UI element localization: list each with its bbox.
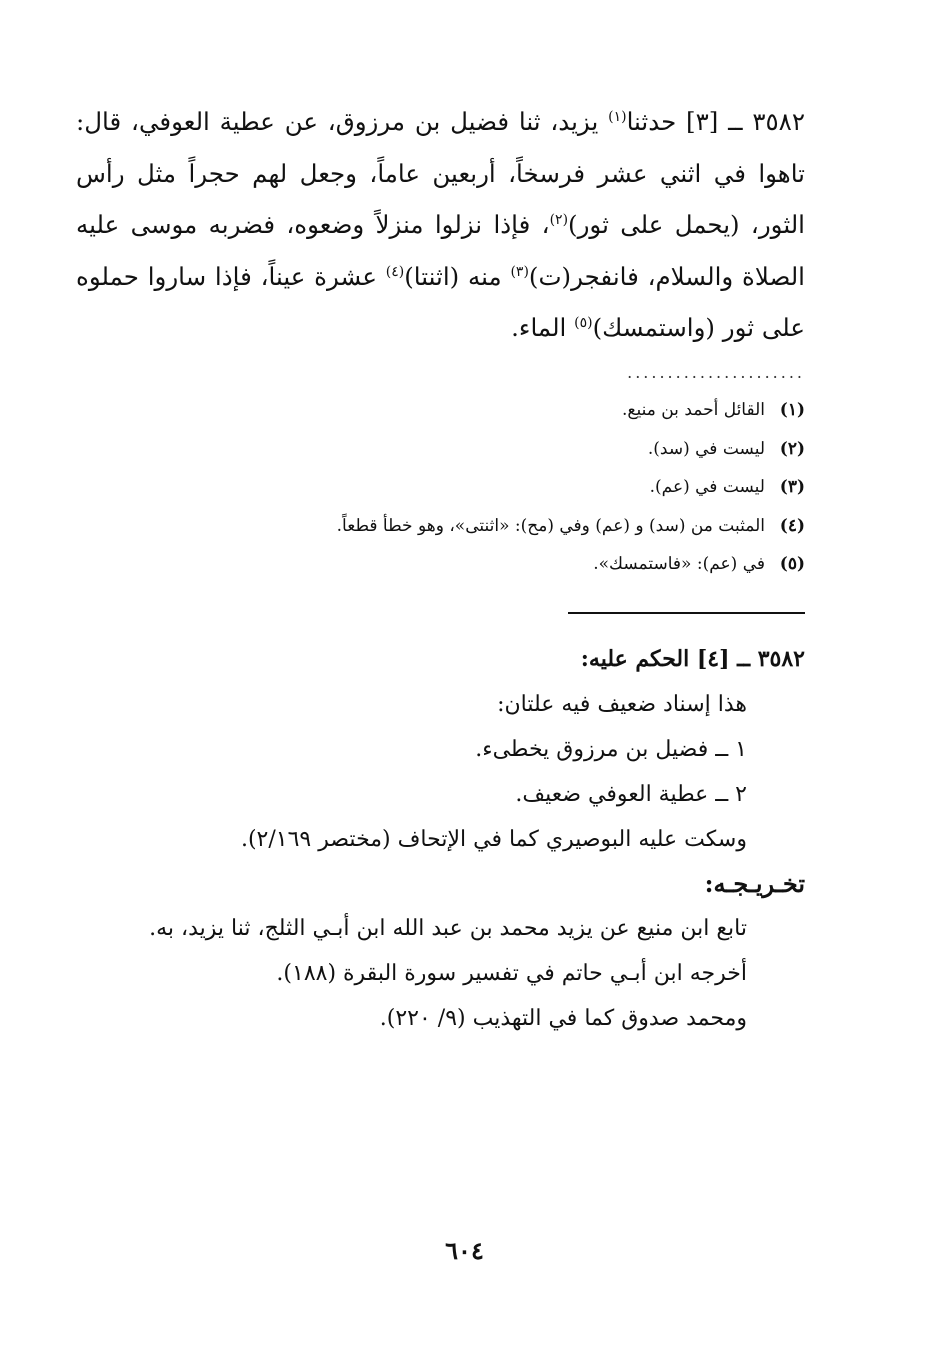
footnote [120, 510, 805, 549]
footnote-number: (٥) [779, 554, 805, 574]
footnote-ref-3: (٣) [510, 263, 529, 280]
hadith-text-part: الماء. [511, 313, 575, 342]
takhrij-line: تابع ابن منيع عن يزيد محمد بن عبد الله ابن أبـي الثلج، ثنا يزيد، به. [149, 916, 747, 941]
footnote-text: القائل أحمد بن منيع. [622, 400, 765, 420]
footnote-ref-4: (٤) [385, 263, 405, 280]
ruling-item: ١ ــ فضيل بن مرزوق يخطىء. [475, 737, 747, 762]
footnote-number: (٢) [779, 438, 805, 459]
footnote-ref-1: (١) [608, 108, 627, 125]
footnote-text: المثبت من (سد) و (عم) وفي (مح): «اثنتى»، وهو خطأ قطعاً. [336, 515, 765, 536]
page-number: ٦٠٤ [445, 1236, 484, 1265]
footnotes-list [120, 394, 805, 587]
hadith-text-part: يزيد، ثنا فضيل بن مرزوق، عن عطية العوفي، قال: تاهوا في اثني عشر فرسخاً، أربعين عاماً، وجعل لهم حجراً مثل رأس الثور، (يحمل على ثور) [76, 107, 805, 239]
section-divider [568, 612, 805, 614]
hadith-text-part: عشرة عيناً، فإذا ساروا حملوه على ثور (واستمسك) [76, 261, 805, 342]
footnote [120, 394, 805, 433]
ruling-intro: هذا إسناد ضعيف فيه علتان: [497, 692, 747, 717]
ruling-heading: ٣٥٨٢ ــ [٤] الحكم عليه: [580, 646, 805, 672]
hadith-text-part: منه (اثنتا) [404, 261, 511, 291]
footnote-number: (٤) [779, 515, 805, 536]
footnote-number: (٣) [779, 477, 805, 497]
takhrij-line: ومحمد صدوق كما في التهذيب (٩/ ٢٢٠). [379, 1006, 747, 1031]
ruling-note: وسكت عليه البوصيري كما في الإتحاف (مختصر ٢/١٦٩). [240, 827, 747, 852]
hadith-text-part: ٣٥٨٢ ــ [٣] حدثنا [626, 107, 805, 136]
footnote-ref-5: (٥) [574, 314, 593, 331]
footnote-separator: ...................... [627, 363, 805, 382]
footnote [120, 471, 805, 510]
hadith-text-part: ، فإذا نزلوا منزلاً وضعوه، فضربه موسى عليه الصلاة والسلام، فانفجر(ت) [76, 210, 805, 291]
footnote-text: ليست في (سد). [647, 438, 765, 459]
ruling-section [76, 636, 805, 1041]
footnote [120, 433, 805, 472]
footnote-text: ليست في (عم). [649, 477, 765, 497]
footnote-number: (١) [779, 400, 805, 420]
hadith-paragraph [76, 96, 805, 354]
ruling-item: ٢ ــ عطية العوفي ضعيف. [515, 782, 747, 807]
footnote [120, 548, 805, 587]
takhrij-line: أخرجه ابن أبـي حاتم في تفسير سورة البقرة (١٨٨). [276, 961, 747, 986]
takhrij-heading: تخـريـجـه: [704, 869, 805, 898]
footnote-ref-2: (٢) [549, 211, 569, 228]
footnote-text: في (عم): «فاستمسك». [593, 554, 765, 574]
